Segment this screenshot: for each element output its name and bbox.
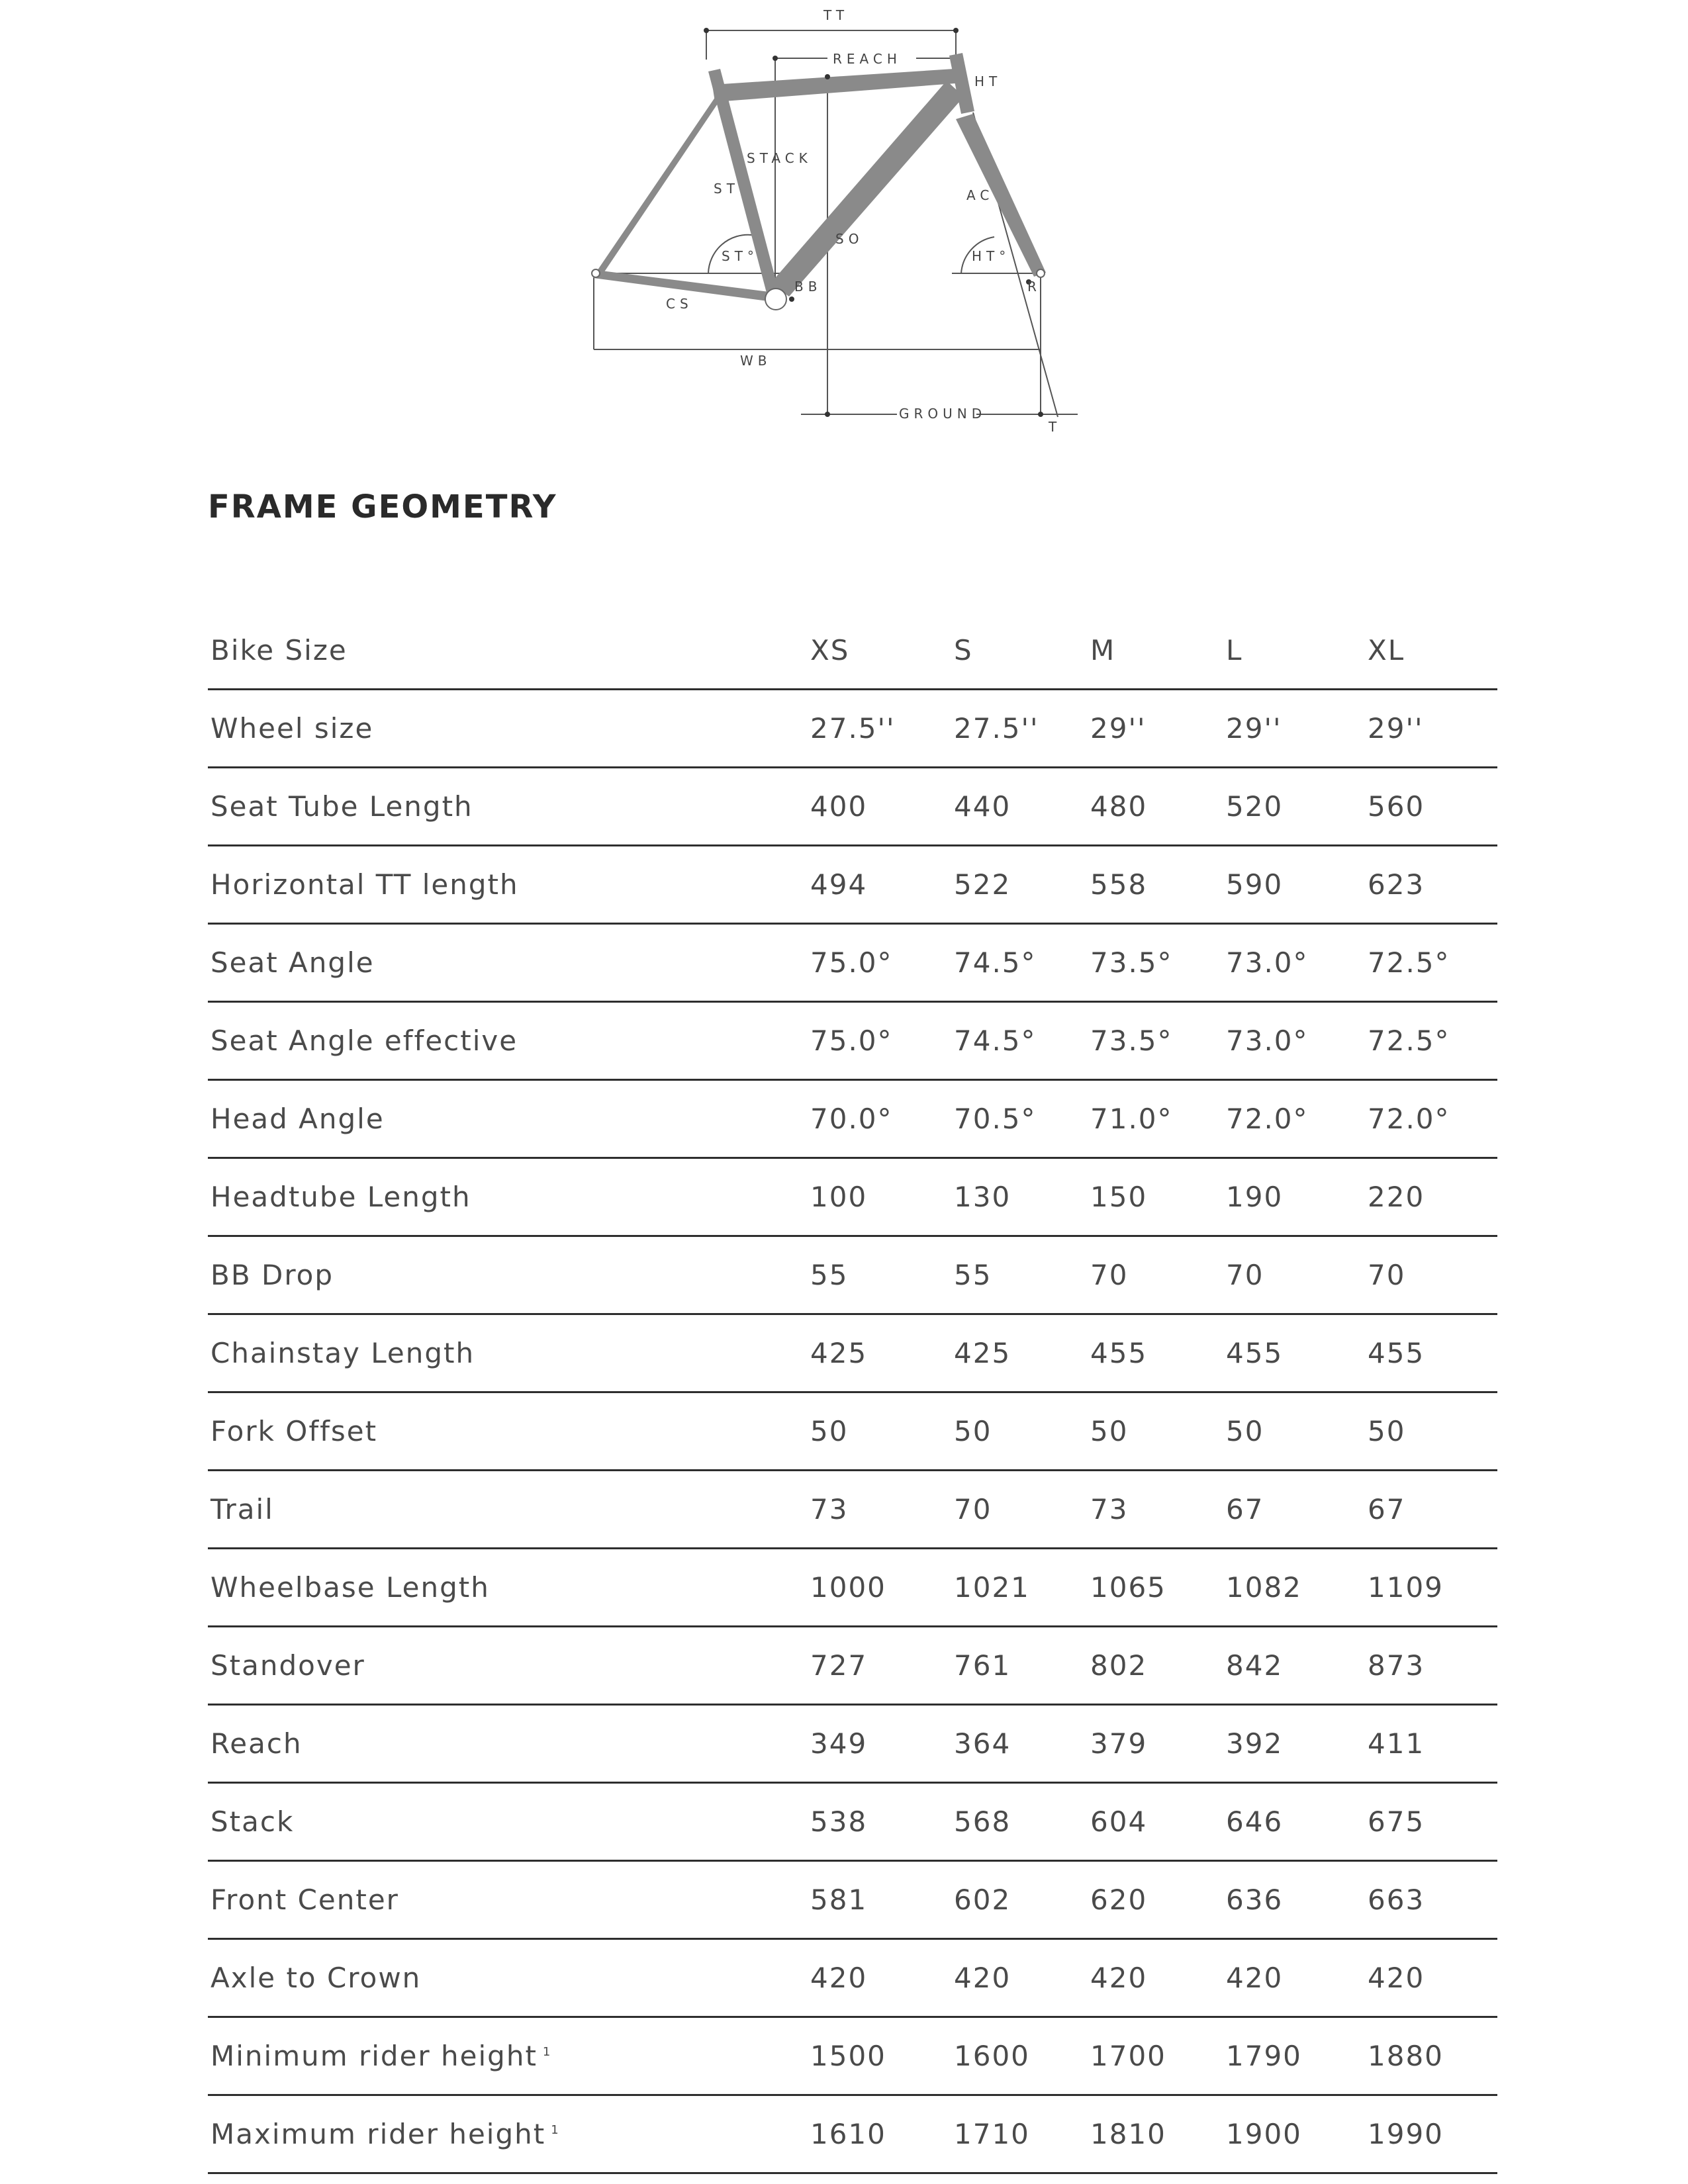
row-label <box>208 1314 810 1392</box>
cell-value: 29'' <box>1090 690 1226 768</box>
cell-value: 72.0° <box>1368 1080 1497 1158</box>
cell-value: 727 <box>810 1627 954 1705</box>
cell-value: 67 <box>1368 1471 1497 1549</box>
cell-value: 1900 <box>1226 2095 1368 2173</box>
cell-value: 560 <box>1368 768 1497 846</box>
diagram-label-stack: STACK <box>747 150 812 166</box>
cell-value: 67 <box>1226 1471 1368 1549</box>
diagram-label-t: T <box>1049 419 1062 435</box>
cell-value: 29'' <box>1368 690 1497 768</box>
cell-value: 1710 <box>954 2095 1090 2173</box>
cell-value: 130 <box>954 1158 1090 1236</box>
cell-value: 623 <box>1368 846 1497 924</box>
cell-value: 27.5'' <box>810 690 954 768</box>
cell-value: 50 <box>1226 1392 1368 1471</box>
footnote-marker: 1 <box>542 2045 552 2059</box>
diagram-label-ht-angle: HT° <box>972 248 1011 264</box>
table-row <box>208 768 1497 846</box>
cell-value: 494 <box>810 846 954 924</box>
table-row <box>208 2095 1497 2173</box>
row-label <box>208 924 810 1002</box>
row-label-text: Head Angle <box>211 1103 385 1135</box>
row-label <box>208 1236 810 1314</box>
row-label <box>208 1080 810 1158</box>
cell-value: 72.0° <box>1226 1080 1368 1158</box>
cell-value: 1109 <box>1368 1549 1497 1627</box>
cell-value: 29'' <box>1226 690 1368 768</box>
cell-value: 1000 <box>810 1549 954 1627</box>
cell-value: 761 <box>954 1627 1090 1705</box>
table-row <box>208 1471 1497 1549</box>
cell-value: 73.5° <box>1090 924 1226 1002</box>
cell-value: 455 <box>1226 1314 1368 1392</box>
row-label <box>208 1705 810 1783</box>
cell-value: 50 <box>1090 1392 1226 1471</box>
table-row <box>208 1080 1497 1158</box>
row-label <box>208 1158 810 1236</box>
row-label <box>208 690 810 768</box>
cell-value: 873 <box>1368 1627 1497 1705</box>
cell-value: 1790 <box>1226 2017 1368 2095</box>
cell-value: 75.0° <box>810 1002 954 1080</box>
row-label <box>208 1471 810 1549</box>
cell-value: 73.0° <box>1226 1002 1368 1080</box>
cell-value: 590 <box>1226 846 1368 924</box>
cell-value: 520 <box>1226 768 1368 846</box>
frame-geometry-diagram <box>0 0 1688 450</box>
table-row <box>208 924 1497 1002</box>
cell-value: 50 <box>954 1392 1090 1471</box>
cell-value: 70 <box>1090 1236 1226 1314</box>
row-label-text: Front Center <box>211 1884 399 1916</box>
cell-value: 420 <box>1226 1939 1368 2017</box>
cell-value: 70 <box>1226 1236 1368 1314</box>
cell-value: 1880 <box>1368 2017 1497 2095</box>
page-title: FRAME GEOMETRY <box>208 488 557 525</box>
row-label-text: Axle to Crown <box>211 1962 422 1994</box>
cell-value: 646 <box>1226 1783 1368 1861</box>
row-label-text: Reach <box>211 1727 303 1760</box>
cell-value: 1810 <box>1090 2095 1226 2173</box>
row-label-text: Minimum rider height <box>211 2040 538 2072</box>
cell-value: 349 <box>810 1705 954 1783</box>
table-header-row <box>208 612 1497 690</box>
table-row <box>208 1705 1497 1783</box>
row-label-text: Seat Angle effective <box>211 1024 518 1057</box>
table-row <box>208 1002 1497 1080</box>
cell-value: 602 <box>954 1861 1090 1939</box>
cell-value: 568 <box>954 1783 1090 1861</box>
cell-value: 364 <box>954 1705 1090 1783</box>
table-row <box>208 1939 1497 2017</box>
cell-value: 392 <box>1226 1705 1368 1783</box>
diagram-label-tt: TT <box>823 7 849 23</box>
row-label <box>208 1627 810 1705</box>
table-body <box>208 690 1497 2173</box>
cell-value: 1065 <box>1090 1549 1226 1627</box>
cell-value: 379 <box>1090 1705 1226 1783</box>
cell-value: 70.0° <box>810 1080 954 1158</box>
diagram-label-r: R <box>1027 279 1041 295</box>
cell-value: 425 <box>810 1314 954 1392</box>
diagram-label-ht: HT <box>974 73 1002 89</box>
table-row <box>208 1314 1497 1392</box>
cell-value: 73.5° <box>1090 1002 1226 1080</box>
cell-value: 411 <box>1368 1705 1497 1783</box>
cell-value: 150 <box>1090 1158 1226 1236</box>
diagram-label-ac: AC <box>966 187 994 203</box>
table-row <box>208 846 1497 924</box>
size-xs-header: XS <box>810 612 954 690</box>
cell-value: 842 <box>1226 1627 1368 1705</box>
cell-value: 480 <box>1090 768 1226 846</box>
diagram-label-so: SO <box>835 231 864 247</box>
diagram-label-cs: CS <box>666 296 693 312</box>
cell-value: 55 <box>954 1236 1090 1314</box>
cell-value: 70 <box>954 1471 1090 1549</box>
cell-value: 1021 <box>954 1549 1090 1627</box>
cell-value: 1990 <box>1368 2095 1497 2173</box>
cell-value: 1600 <box>954 2017 1090 2095</box>
cell-value: 50 <box>810 1392 954 1471</box>
diagram-label-st: ST <box>714 181 739 197</box>
cell-value: 663 <box>1368 1861 1497 1939</box>
row-label-text: Headtube Length <box>211 1181 471 1213</box>
cell-value: 604 <box>1090 1783 1226 1861</box>
cell-value: 1082 <box>1226 1549 1368 1627</box>
table-row <box>208 1861 1497 1939</box>
diagram-label-bb: BB <box>794 279 822 295</box>
row-label-text: Seat Angle <box>211 946 375 979</box>
cell-value: 400 <box>810 768 954 846</box>
cell-value: 558 <box>1090 846 1226 924</box>
row-label-text: Wheel size <box>211 712 374 745</box>
cell-value: 802 <box>1090 1627 1226 1705</box>
cell-value: 74.5° <box>954 1002 1090 1080</box>
row-label-text: Seat Tube Length <box>211 790 473 823</box>
cell-value: 73 <box>810 1471 954 1549</box>
row-label <box>208 1783 810 1861</box>
cell-value: 55 <box>810 1236 954 1314</box>
footnote-marker: 1 <box>551 2123 560 2137</box>
diagram-label-ground: GROUND <box>899 406 987 422</box>
cell-value: 74.5° <box>954 924 1090 1002</box>
cell-value: 522 <box>954 846 1090 924</box>
table-row <box>208 2017 1497 2095</box>
table-row <box>208 1236 1497 1314</box>
cell-value: 425 <box>954 1314 1090 1392</box>
table-row <box>208 1158 1497 1236</box>
cell-value: 675 <box>1368 1783 1497 1861</box>
cell-value: 420 <box>954 1939 1090 2017</box>
row-label <box>208 768 810 846</box>
row-label-text: Chainstay Length <box>211 1337 475 1369</box>
cell-value: 581 <box>810 1861 954 1939</box>
cell-value: 73.0° <box>1226 924 1368 1002</box>
table-row <box>208 1392 1497 1471</box>
cell-value: 440 <box>954 768 1090 846</box>
diagram-label-st-angle: ST° <box>722 248 759 264</box>
size-xl-header: XL <box>1368 612 1497 690</box>
cell-value: 72.5° <box>1368 1002 1497 1080</box>
cell-value: 75.0° <box>810 924 954 1002</box>
cell-value: 420 <box>1368 1939 1497 2017</box>
cell-value: 190 <box>1226 1158 1368 1236</box>
cell-value: 1700 <box>1090 2017 1226 2095</box>
row-label-text: Standover <box>211 1649 365 1682</box>
diagram-label-reach: REACH <box>833 51 902 67</box>
row-label <box>208 1939 810 2017</box>
cell-value: 70 <box>1368 1236 1497 1314</box>
row-label-text: Maximum rider height <box>211 2118 546 2150</box>
size-s-header: S <box>954 612 1090 690</box>
cell-value: 220 <box>1368 1158 1497 1236</box>
row-label-text: Wheelbase Length <box>211 1571 490 1604</box>
row-label <box>208 1392 810 1471</box>
cell-value: 27.5'' <box>954 690 1090 768</box>
row-label <box>208 1002 810 1080</box>
cell-value: 50 <box>1368 1392 1497 1471</box>
diagram-label-wb: WB <box>740 353 772 369</box>
cell-value: 100 <box>810 1158 954 1236</box>
cell-value: 420 <box>810 1939 954 2017</box>
cell-value: 1500 <box>810 2017 954 2095</box>
row-label <box>208 1549 810 1627</box>
row-label <box>208 2017 810 2095</box>
cell-value: 1610 <box>810 2095 954 2173</box>
table-row <box>208 1783 1497 1861</box>
cell-value: 620 <box>1090 1861 1226 1939</box>
size-m-header: M <box>1090 612 1226 690</box>
cell-value: 420 <box>1090 1939 1226 2017</box>
cell-value: 72.5° <box>1368 924 1497 1002</box>
table-row <box>208 1627 1497 1705</box>
row-label-text: Fork Offset <box>211 1415 378 1447</box>
row-label-text: Stack <box>211 1805 295 1838</box>
row-label <box>208 846 810 924</box>
row-label <box>208 2095 810 2173</box>
table-row <box>208 690 1497 768</box>
cell-value: 71.0° <box>1090 1080 1226 1158</box>
cell-value: 70.5° <box>954 1080 1090 1158</box>
header-label: Bike Size <box>208 612 810 690</box>
geometry-table <box>208 612 1497 2174</box>
row-label-text: BB Drop <box>211 1259 334 1291</box>
row-label-text: Trail <box>211 1493 274 1525</box>
size-l-header: L <box>1226 612 1368 690</box>
cell-value: 73 <box>1090 1471 1226 1549</box>
row-label-text: Horizontal TT length <box>211 868 519 901</box>
cell-value: 455 <box>1368 1314 1497 1392</box>
cell-value: 455 <box>1090 1314 1226 1392</box>
table-row <box>208 1549 1497 1627</box>
cell-value: 636 <box>1226 1861 1368 1939</box>
cell-value: 538 <box>810 1783 954 1861</box>
row-label <box>208 1861 810 1939</box>
